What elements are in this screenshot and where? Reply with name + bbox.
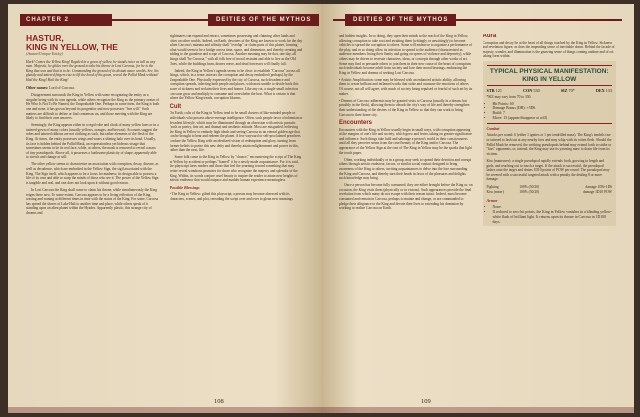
footer-bar — [321, 407, 634, 413]
combat-heading: Combat — [486, 125, 500, 131]
attack-table — [487, 184, 613, 195]
right-column-2 — [483, 34, 617, 389]
armor-item: • None. — [493, 205, 613, 210]
paragraph: Some folk come to the King in Yellow by "chance," encountering the script of The King in Yellow by accident or perhaps "loaned" it by a newly made acquaintance. For it is said, the playscript lures readers and those that feel the yearning toward something that may better reveal wondrous promises for those who recognize the majesty and splendor of the King. Within, its words conjure cruel beauty to inspire the reader to attain new heights of artistic endeavor that would outpace and madder human experience meaningless. — [169, 155, 302, 183]
stat-note: *SIZ may vary from 70 to 350. — [486, 95, 532, 100]
attack-name: Kiss (mnvr) — [486, 190, 504, 195]
paragraph: In Lost Carcosa the King shall come to claim his throne, while simultaneously the King reigns there now. To some extent, Carcosa appears to be a living reflection of the King, waxing and waning at different times in time with the status of the King. For some, Carcosa has spread the shores of Lake Hali to another time and place, while others speak of it standing upon an alien planet within the Hyades. Apparently plastic, this strange city of dreams and — [26, 187, 159, 215]
paragraph: Encounters with the King in Yellow usually begin in small ways, with corruption appearing at the margins of one's life and society, which grow and fester, taking on greater significance and influence. Such things take hold and sabotage a person's world in their consciousness until all they perceive stems from the cruel beauty of the King and/or Carcosa. The appearance of the Yellow Sign at the root of The King in Yellow may be the sparks that light the touch paper. — [339, 127, 473, 155]
blessings-heading: Possible Blessings — [169, 184, 200, 190]
armor-heading: Armor — [486, 197, 498, 203]
bullet-paragraph: • Artistic Amplification: some may be blessed with an enhanced artistic ability, allowing them to create brilliant and inflamed works that stoke and consume the emotions of others. Of course, not all will agree, with much of society being repulsed or fearful of such art by its maker. — [339, 77, 473, 96]
running-title: DEITIES OF THE MYTHOS — [345, 14, 456, 26]
armor-list — [487, 205, 613, 224]
right-page — [321, 4, 634, 413]
paragraph: On Earth, cults of the King in Yellow tend to be small clusters of like-minded people or individuals who possess above-average intelligence. Often, such people favor a bohemian or decadent lifestyle, which may be illuminated through an obsession with artistic pursuits (such as poetry, fine art, and drama) and aesthetic attitude. Most are misguided, believing the King in Yellow to embody high ideals and seeing Carcosa as an eternal golden age that can be brought to bear and redeem the planet. A few wayward or self-proclaimed preachers confuse the Yellow King with an idealized vision of redemption and glory, turning from former beliefs to praise this new deity and thereby attain enlightenment and power in this, rather than the next, life. — [169, 111, 303, 153]
attack-pct: 100% (50/20) — [519, 190, 540, 195]
right-column-1 — [339, 34, 473, 389]
paragraph: and hidden insights. In so doing, they open their minds to the reach of the King in Yellow, allowing corruption to take root and awaking them (wittingly or unwittingly) to become vehicles to spread the corruption to others. Some will endeavor to organize a performance of the play, and in so doing allow its infection to spread to the audience (characterized as audience members losing their Sanity and going on sprees of violence and depravity), while others may be driven to recreate characters, ideas, or concepts through other works of art. Some may find or persuade others to join them in their new cause of the heart of corruption; such individuals become adrift from society and lose their moral bearings, embracing the King in Yellow and dreams of seeking Lost Carcosa. — [339, 34, 473, 75]
other-names-value: Lord of Carcosa. — [49, 85, 75, 90]
page-number: 109 — [421, 398, 431, 405]
left-column-1 — [26, 34, 160, 389]
chapter-label: CHAPTER 2 — [20, 14, 112, 26]
stat-str: STR 121 — [486, 88, 502, 94]
stat-con: CON 530 — [523, 88, 540, 94]
entry-heading-line-2: KING IN YELLOW, THE — [26, 42, 118, 52]
other-names-label: Other names: — [26, 85, 49, 90]
attack-damage: damage 1D6+1D6 — [585, 184, 612, 189]
encounters-heading: Encounters — [339, 120, 373, 127]
paragraph: Indeed, the King in Yellow's agenda seems to be clear: to establish "Carcosa" across all things, which, in a sense, mirrors the corruption and decay embodied (perhaps) by the Unspeakable One. Physically expressed by the city of Carcosa, such decadence and corruption spreads, infecting both people and places, with most unable to divide back this wave of sickness and reclaim their lives and homes. Like any rot, a single small infection can soon grow and multiply to consume and overwhelm the host. What is certain is that where the Yellow King treads, corruption blooms. — [169, 68, 300, 101]
stat-block-title-line-2: KING IN YELLOW — [522, 75, 577, 83]
derived-stats — [487, 102, 613, 121]
left-columns — [26, 34, 303, 389]
table-row — [487, 190, 613, 196]
running-title: DEITIES OF THE MYTHOS — [208, 14, 319, 26]
paragraph: Corruption and decay lie at the heart of all things touched by the King in Yellow. Sickness and revelation figure, as does the impending sense of inevitable doom. Behind the facade of majesty, wonder, and illumination is the gnawing sense of things coming undone and of rot taking form within. — [482, 40, 615, 59]
entry-heading-line-1: HASTUR, — [26, 34, 64, 43]
move: • Move: 15 (appear/disappear at will) — [493, 116, 613, 121]
left-page — [8, 4, 321, 413]
stat-block-title — [487, 65, 613, 86]
entry-subtitle: (Avatar/Unique Entity) — [26, 51, 63, 56]
stat-block — [483, 61, 617, 226]
stat-row — [487, 89, 613, 94]
paragraph: The other yellow seems to characterize an association with corruption, decay, disease, as well as decadence, which are embodied in the Yellow Sign, the sigil associated with the King. The Sign itself, which appears to be a focus for madness; its design able to possess a life of its own and able to warp the minds of those who see it. The power of the Yellow Sign is tangible and real, and one does not look upon it without good reason. — [26, 162, 159, 185]
attack-damage: damage 1D10 POW — [583, 190, 612, 195]
stat-dex: DEX 133 — [595, 88, 612, 94]
paragraph: Once a person has become fully consumed, they are either brought before the King or, on occasion, the King visits them (physically or in visions). Such appearances provide the final revelation from which many do not escape with their reason intact. Indeed, most become consumed and remain in Carcosa, perhaps to mutate and change, or are commanded to pledge their allegiance to the King and devote their lives to extending his dominion by working to realize Carcosa on Earth. — [339, 183, 473, 211]
paragraph: Often, working individually or in a group, may seek to spread their devotion and corrupt others through artistic endeavor, favors, or similar social contact designed to bring awareness of the King to others, inviting acquaintances to delve into the lore surrounding the King and Carcosa, and thereby turn their heads in favor of the pleasures and delights such knowledge may bring. — [339, 157, 472, 181]
stat-block-title-line-1: TYPICAL PHYSICAL MANIFESTATION: — [489, 68, 609, 76]
build: • Build: 7 — [493, 111, 613, 116]
armor-item: • If reduced to zero hit points, the King in Yellow vanishes in a blinding yellow-white flash of brilliant light. It returns upon its throne in Carcosa in 1D100 days. — [493, 210, 613, 224]
attack-pct: 100% (50/20) — [519, 184, 540, 189]
book-spread — [8, 4, 634, 413]
entry-heading — [26, 34, 160, 52]
page-number: 108 — [214, 398, 224, 405]
footer-bar — [8, 407, 321, 413]
bullet-paragraph: • Dreams of Carcosa: adherents may be granted visits to Carcosa (usually in a dream, but possibly in the flesh), allowing them to absorb the city's way of life and thereby strengthen their understanding of the desires of the King in Yellow so that they can work to bring Carcosa to their home city. — [339, 98, 470, 117]
intro-quote: Hark! Comes the Yellow King! Regaled in a gown of yellow, he stands twice as tall as any man. Majestic, he glides over the ground to take his throne in Lost Carcosa, for he is the King that was and that is to be. Commanding the ground of its distant azure worlds. See, his ghastly and tattered fingers rise to lift the hood of his gown, reveal the Pallid Mask without! Hail the King! Hail the King! — [26, 59, 159, 82]
bullet-text: Dreams of Carcosa: adherents may be granted visits to Carcosa (usually in a dream, but possibly in the flesh), allowing them to absorb the city's way of life and thereby strengthen their understanding of the desires of the King in Yellow so that they can work to bring Carcosa to their home city. — [339, 98, 470, 117]
paragraph: Attacks per round: 6 (either 1 ignites or 1 per tendrilled mass). The King's tendrils rise or tattered to lash out at any nearby foes and may whip with its rotten flesh. Should the Pallid Mask be removed, the writhing pseudopods behind may extend forth to strike or "kiss" opponents, or, instead, the King may use its yawning maw to drain life from its victims. — [486, 133, 612, 156]
paragraph: nightmares can expand and retract, sometimes possessing and claiming other lands and cities on other worlds. Indeed, on Earth, devotees of the King are known to work for the day when Carcosa's miasma and affinity shall "overlap" or claim parts of this planet, forming what would seem to be a bridge across time, space, and dimension, and thereby creating and adding to the grandeur and scope of Carcosa. Another meaning may be that, one day, all things shall "be Carcosa," with all folk free of moral restraint and able to live as the Old Ones, while the buildings burn, drones reave, and dead fortresses will finally fall. — [169, 34, 303, 66]
divider — [487, 123, 613, 124]
aura-heading: Aura — [482, 34, 497, 39]
paragraph: Seemingly, the King appears either in a regal robe and cloak of many yellow hues or in a tattered gown of many colors (usually yellows, oranges, and browns). Accounts suggest the robes and tattered ribbons are not clothing as such, but rather elements of the flesh of the King. At times, the entity possesses wings and wears a shining halo over its head. Usually, its face is hidden behind the Pallid Mask, an expressionless yet hideous visage that sometimes seems to be its real face, while, at others, the mask is removed to reveal a mass of tiny pseudopods. Above all, it possesses a loathsome plasticity of shape, apparently able to stretch and change at will. — [26, 123, 159, 160]
blessing-item: • The King in Yellow: gifted this playscript, a person may become obsessed with its characters, scenes, and plot, rereading the script over and over to glean new meanings — [169, 192, 293, 201]
left-column-2 — [170, 34, 304, 389]
attack-name: Fighting — [486, 184, 499, 189]
stat-siz: SIZ 70* — [560, 88, 575, 94]
paragraph: Disagreement surrounds the King in Yellow with some recognizing the entity as a singular being with its own agenda, while others recognize the King as the primary avatar of He Who Is Not To Be Named, the Unspeakable One. Perhaps in some form, the King is both one and none, it has grown beyond its progenitor and now possesses "free will." Such matters are difficult to define or find consensus on, and those meeting with the King are likely to find their own answers. — [26, 93, 160, 121]
hit-points: • Hit Points: 60 — [493, 102, 613, 107]
damage-bonus: • Damage Bonus (DB): +5D6 — [493, 106, 613, 111]
right-columns — [339, 34, 616, 389]
other-names — [26, 86, 160, 91]
bullet-text: Artistic Amplification: some may be blessed with an enhanced artistic ability, allowing them to create brilliant and inflamed works that stoke and consume the emotions of others. Of course, not all will agree, with much of society being repulsed or fearful of such art by its maker. — [339, 77, 473, 96]
blessing-text: The King in Yellow: gifted this playscript, a person may become obsessed with its characters, scenes, and plot, rereading the script over and over to glean new meanings — [169, 192, 293, 201]
paragraph: Kiss (maneuver): a single pseudopod rapidly extends forth, growing in length and girth, and reaching out to touch a target. If the attack is successful, the pseudopod lashes onto the target and drains 1D10 points of POW per round. The pseudopod may be severed with a successful targeted attack with a penalty die dealing 8 or more damage. — [486, 158, 610, 182]
cult-heading: Cult — [169, 103, 182, 110]
